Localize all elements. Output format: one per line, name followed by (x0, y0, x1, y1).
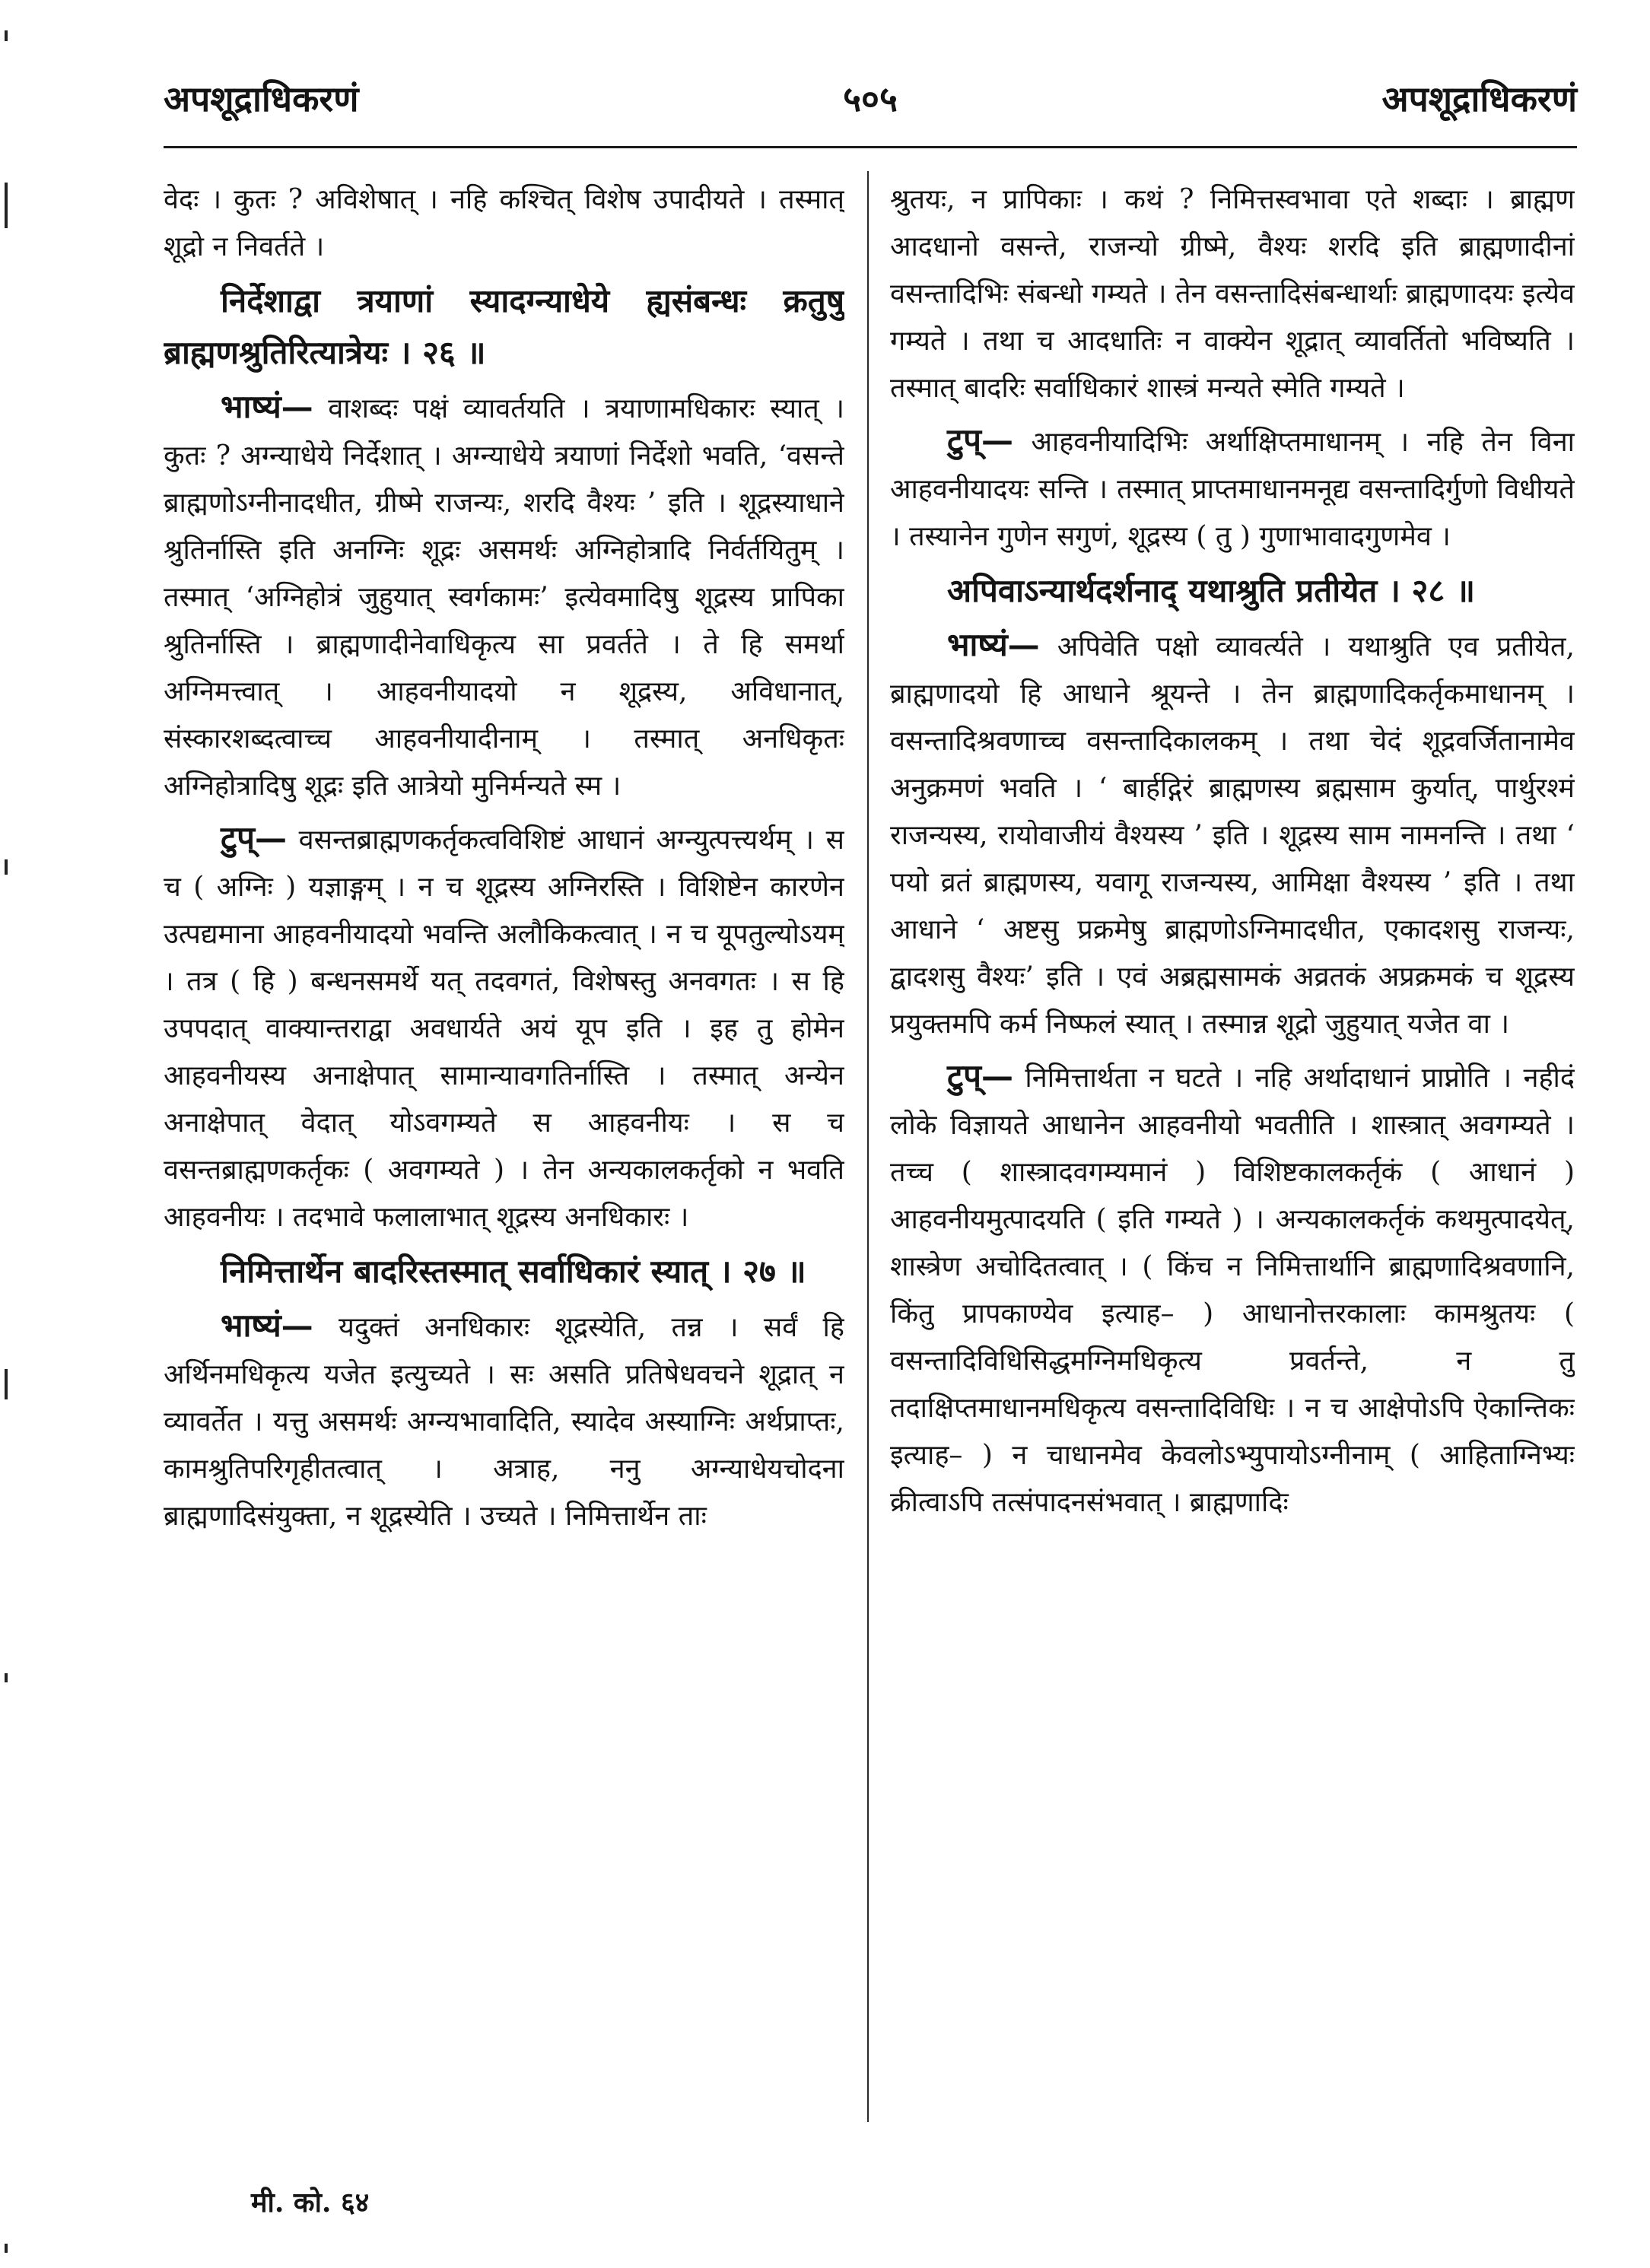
scan-speck (5, 30, 8, 41)
commentary-text: वसन्तब्राह्मणकर्तृकत्वविशिष्टं आधानं अग्न्युत्पत्त्यर्थम् । स च ( अग्निः ) यज्ञाङ्गम् । न च शूद्रस्य अग्निरस्ति । विशिष्टेन कारणेन उत्पद्यमाना आहवनीयादयो भवन्ति अलौकिकत्वात् । न च यूपतुल्योऽयम् । तत्र ( हि ) बन्धनसमर्थे यत् तदवगतं, विशेषस्तु अनवगतः । स हि उपपदात् वाक्यान्तराद्वा अवधार्यते अयं यूप इति । इह तु होमेन आहवनीयस्य अनाक्षेपात् सामान्यावगतिर्नास्ति । तस्मात् अन्येन अनाक्षेपात् वेदात् योऽवगम्यते स आहवनीयः । स च वसन्तब्राह्मणकर्तृकः ( अवगम्यते ) । तेन अन्यकालकर्तृको न भवति आहवनीयः । तदभावे फलालाभात् शूद्रस्य अनधिकारः । (164, 824, 844, 1233)
header-title-left: अपशूद्राधिकरणं (164, 78, 359, 119)
left-column (164, 176, 844, 2123)
text-paragraph: वेदः । कुतः ? अविशेषात् । नहि कश्चित् विशेष उपादीयते । तस्मात् शूद्रो न निवर्तते । (164, 184, 844, 262)
scan-speck (5, 1369, 8, 1399)
page-number: ५०५ (843, 78, 898, 119)
running-header (164, 75, 1577, 135)
commentary-text: वाशब्दः पक्षं व्यावर्तयति । त्रयाणामधिकारः स्यात् । कुतः ? अग्न्याधेये निर्देशात् । अग्न्याधेये त्रयाणां निर्देशो भवति, ‘वसन्ते ब्राह्मणोऽग्नीनादधीत, ग्रीष्मे राजन्यः, शरदि वैश्यः ’ इति । शूद्रस्याधाने श्रुतिर्नास्ति इति अनग्निः शूद्रः असमर्थः अग्निहोत्रादि निर्वर्तयितुम् । तस्मात् ‘अग्निहोत्रं जुहुयात् स्वर्गकामः’ इत्येवमादिषु शूद्रस्य प्रापिका श्रुतिर्नास्ति । ब्राह्मणादीनेवाधिकृत्य सा प्रवर्तते । ते हि समर्था अग्निमत्त्वात् । आहवनीयादयो न शूद्रस्य, अविधानात्, संस्कारशब्दत्वाच्च आहवनीयादीनाम् । तस्मात् अनधिकृतः अग्निहोत्रादिषु शूद्रः इति आत्रेयो मुनिर्मन्यते स्म । (164, 393, 844, 802)
commentary-paragraph (890, 621, 1575, 1048)
commentary-text: यदुक्तं अनधिकारः शूद्रस्येति, तन्न । सर्वं हि अर्थिनमधिकृत्य यजेत इत्युच्यते । सः असति प्रतिषेधवचने शूद्रात् न व्यावर्तेत । यत्तु असमर्थः अग्न्यभावादिति, स्यादेव अस्याग्निः अर्थप्राप्तः, कामश्रुतिपरिगृहीतत्वात् । अत्राह, ननु अग्न्याधेयचोदना ब्राह्मणादिसंयुक्ता, न शूद्रस्येति । उच्यते । निमित्तार्थेन ताः (164, 1312, 844, 1532)
column-divider (867, 171, 869, 2122)
scan-speck (5, 183, 8, 228)
scan-speck (5, 2244, 8, 2253)
right-column (890, 176, 1575, 2123)
signature-mark: मी. को. ६४ (251, 2187, 370, 2219)
commentary-paragraph (164, 815, 844, 1241)
commentary-text: निमित्तार्थता न घटते । नहि अर्थादाधानं प्राप्नोति । नहीदं लोके विज्ञायते आधानेन आहवनीयो भवतीति । शास्त्रात् अवगम्यते । तच्च ( शास्त्रादवगम्यमानं ) विशिष्टकालकर्तृकं ( आधानं ) आहवनीयमुत्पादयति ( इति गम्यते ) । अन्यकालकर्तृकं कथमुत्पादयेत्, शास्त्रेण अचोदितत्वात् । ( किंच न निमित्तार्थानि ब्राह्मणादिश्रवणानि, किंतु प्रापकाण्येव इत्याह– ) आधानोत्तरकालाः कामश्रुतयः ( वसन्तादिविधिसिद्धमग्निमधिकृत्य प्रवर्तन्ते, न तु तदाक्षिप्तमाधानमधिकृत्य वसन्तादिविधिः । न च आक्षेपोऽपि ऐकान्तिकः इत्याह– ) न चाधानमेव केवलोऽभ्युपायोऽग्नीनाम् ( आहिताग्निभ्यः क्रीत्वाऽपि तत्संपादनसंभवात् । ब्राह्मणादिः (890, 1063, 1575, 1518)
commentary-label: टुप्— (947, 421, 1014, 459)
header-rule (164, 146, 1577, 148)
scan-edge-marks (5, 0, 8, 2268)
commentary-paragraph (890, 417, 1575, 561)
commentary-paragraph (890, 1053, 1575, 1526)
scan-speck (5, 1673, 8, 1682)
commentary-label: भाष्यं— (221, 388, 313, 425)
commentary-label: भाष्यं— (221, 1307, 313, 1344)
header-title-right: अपशूद्राधिकरणं (1381, 78, 1577, 119)
commentary-paragraph (164, 1302, 844, 1540)
text-paragraph: श्रुतयः, न प्रापिकाः । कथं ? निमित्तस्वभावा एते शब्दाः । ब्राह्मण आदधानो वसन्ते, राजन्यो ग्रीष्मे, वैश्यः शरदि इति ब्राह्मणादीनां वसन्तादिभिः संबन्धो गम्यते । तेन वसन्तादिसंबन्धार्थाः ब्राह्मणादयः इत्येव गम्यते । तथा च आदधातिः न वाक्येन शूद्रात् व्यावर्तितो भविष्यति । तस्मात् बादरिः सर्वाधिकारं शास्त्रं मन्यते स्मेति गम्यते । (890, 184, 1575, 404)
commentary-paragraph (164, 383, 844, 810)
commentary-text: आहवनीयादिभिः अर्थाक्षिप्तमाधानम् । नहि तेन विना आहवनीयादयः सन्ति । तस्मात् प्राप्तमाधानमनूद्य वसन्तादिर्गुणो विधीयते । तस्यानेन गुणेन सगुणं, शूद्रस्य ( तु ) गुणाभावादगुणमेव । (890, 427, 1575, 552)
sutra-28: अपिवाऽन्यार्थदर्शनाद् यथाश्रुति प्रतीयेत । २८ ॥ (947, 572, 1475, 609)
sutra-27: निमित्तार्थेन बादरिस्तस्मात् सर्वाधिकारं स्यात् । २७ ॥ (221, 1253, 806, 1290)
commentary-label: भाष्यं— (947, 626, 1040, 663)
sutra-26: निर्देशाद्वा त्रयाणां स्यादग्न्याधेये ह्यसंबन्धः क्रतुषु ब्राह्मणश्रुतिरित्यात्रेयः । २६ ॥ (164, 282, 844, 371)
commentary-label: टुप्— (947, 1057, 1014, 1094)
commentary-text: अपिवेति पक्षो व्यावर्त्यते । यथाश्रुति एव प्रतीयेत, ब्राह्मणादयो हि आधाने श्रूयन्ते । तेन ब्राह्मणादिकर्तृकमाधानम् । वसन्तादिश्रवणाच्च वसन्तादिकालकम् । तथा चेदं शूद्रवर्जितानामेव अनुक्रमणं भवति । ‘ बार्हद्गिरं ब्राह्मणस्य ब्रह्मसाम कुर्यात्, पार्थुरश्मं राजन्यस्य, रायोवाजीयं वैश्यस्य ’ इति । शूद्रस्य साम नामनन्ति । तथा ‘ पयो व्रतं ब्राह्मणस्य, यवागू राजन्यस्य, आमिक्षा वैश्यस्य ’ इति । तथा आधाने ‘ अष्टसु प्रक्रमेषु ब्राह्मणोऽग्निमादधीत, एकादशसु राजन्यः, द्वादशसु वैश्यः’ इति । एवं अब्रह्मसामकं अव्रतकं अप्रक्रमकं च शूद्रस्य प्रयुक्तमपि कर्म निष्फलं स्यात् । तस्मान्न शूद्रो जुहुयात् यजेत वा । (890, 631, 1575, 1040)
scan-speck (5, 859, 8, 875)
commentary-label: टुप्— (221, 819, 288, 856)
